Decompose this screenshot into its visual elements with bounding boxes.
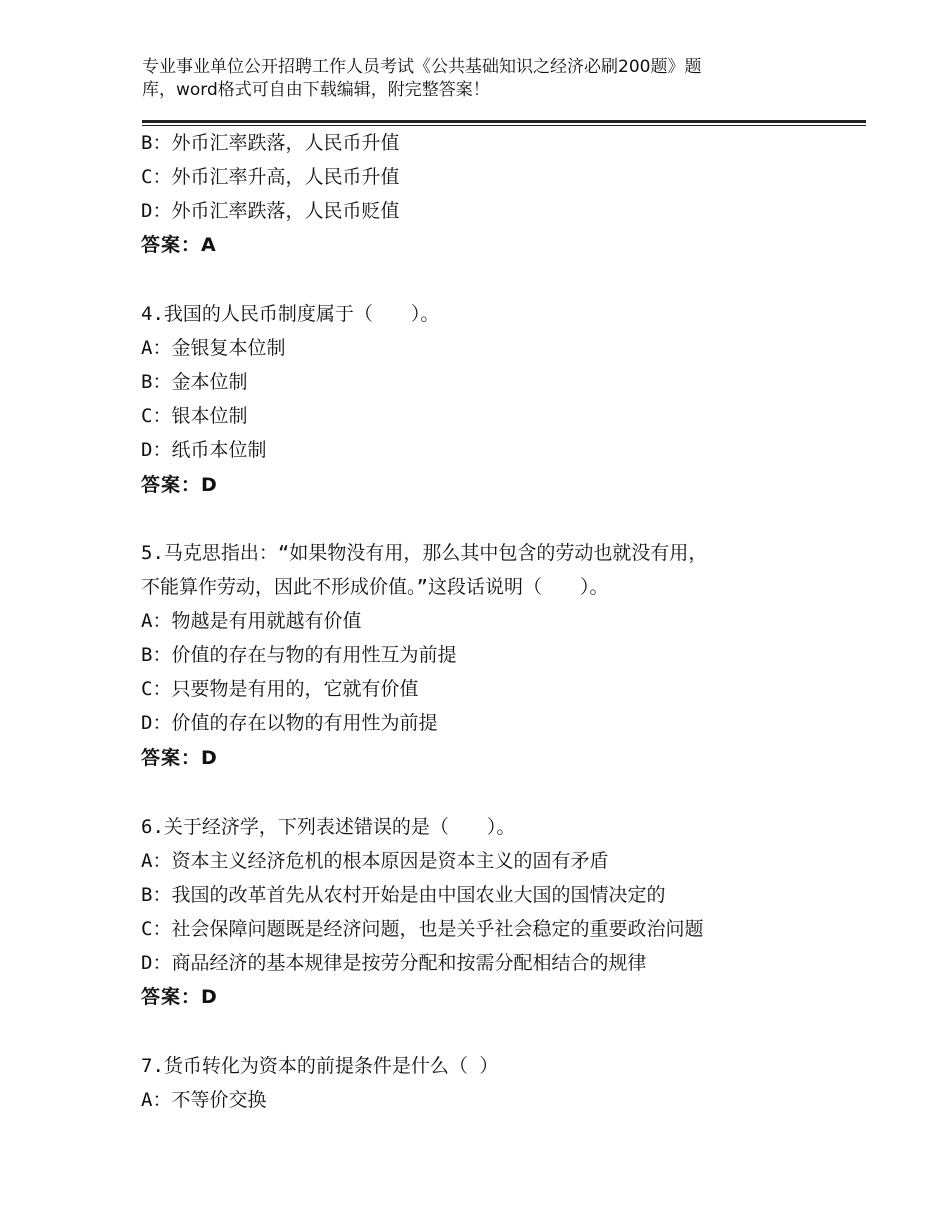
q6-option-c: C：社会保障问题既是经济问题，也是关乎社会稳定的重要政治问题 <box>141 918 704 940</box>
q6-question: 6.关于经济学，下列表述错误的是（ ）。 <box>141 816 516 838</box>
q4-option-a: A：金银复本位制 <box>141 337 286 359</box>
q3-option-d: D：外币汇率跌落，人民币贬值 <box>141 200 400 222</box>
q5-option-b: B：价值的存在与物的有用性互为前提 <box>141 644 457 666</box>
q4-question: 4.我国的人民币制度属于（ ）。 <box>141 303 440 325</box>
q4-option-c: C：银本位制 <box>141 405 248 427</box>
q6-option-b: B：我国的改革首先从农村开始是由中国农业大国的国情决定的 <box>141 884 666 906</box>
header-divider-thin <box>142 125 866 126</box>
q4-option-b: B：金本位制 <box>141 371 248 393</box>
document-header <box>142 56 782 102</box>
q4-option-d: D：纸币本位制 <box>141 439 267 461</box>
q5-question-line-1: 5.马克思指出：“如果物没有用，那么其中包含的劳动也就没有用， <box>141 542 708 564</box>
header-divider-thick <box>142 120 866 123</box>
q7-question: 7.货币转化为资本的前提条件是什么（ ） <box>141 1055 499 1077</box>
header-title-line-2: 库，word格式可自由下载编辑，附完整答案！ <box>142 80 490 100</box>
q3-option-b: B：外币汇率跌落，人民币升值 <box>141 132 400 154</box>
header-title-line-1: 专业事业单位公开招聘工作人员考试《公共基础知识之经济必刷200题》题 <box>142 57 702 77</box>
q6-answer: 答案：D <box>141 986 218 1008</box>
q5-option-a: A：物越是有用就越有价值 <box>141 610 362 632</box>
q6-option-a: A：资本主义经济危机的根本原因是资本主义的固有矛盾 <box>141 850 609 872</box>
q3-option-c: C：外币汇率升高，人民币升值 <box>141 166 400 188</box>
q5-option-d: D：价值的存在以物的有用性为前提 <box>141 712 438 734</box>
q7-option-a: A：不等价交换 <box>141 1089 267 1111</box>
q5-answer: 答案：D <box>141 747 218 769</box>
q3-answer: 答案：A <box>141 234 217 256</box>
q5-question-line-2: 不能算作劳动，因此不形成价值。”这段话说明（ ）。 <box>141 576 609 598</box>
q5-option-c: C：只要物是有用的，它就有价值 <box>141 678 419 700</box>
q4-answer: 答案：D <box>141 474 218 496</box>
q6-option-d: D：商品经济的基本规律是按劳分配和按需分配相结合的规律 <box>141 952 647 974</box>
